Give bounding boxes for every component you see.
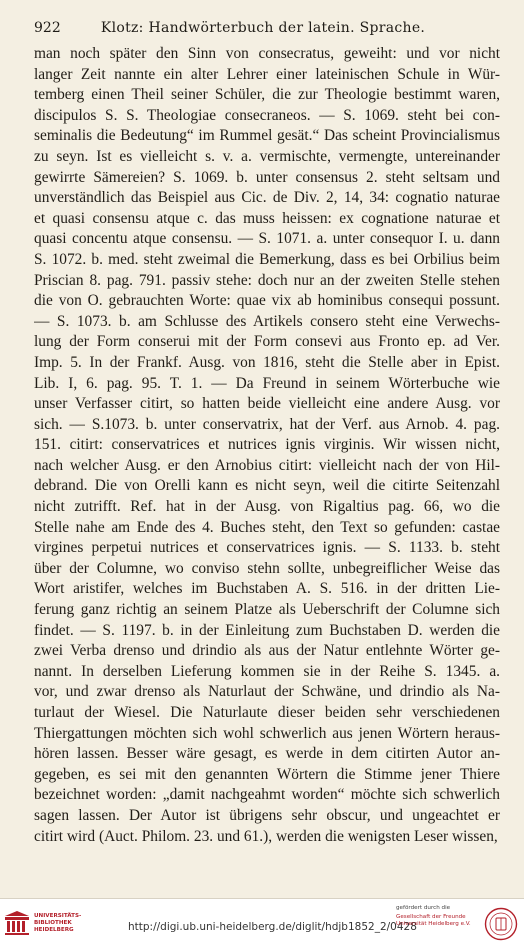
text-line: sagen lassen. Der Autor ist übrigens sehr obscur, und ungeachtet er: [34, 806, 500, 824]
text-line: lung der Form conserui mit der Form consevi aus Fronto ep. ad Ver.: [34, 333, 500, 351]
sponsor-block: [396, 905, 482, 928]
text-line: vor, und zwar drenso als Naturlaut der Schwäne, und drindio als Na-: [34, 683, 500, 701]
library-logo[interactable]: [4, 909, 82, 941]
text-line: nannt. In derselben Lieferung kommen sie in der Reihe S. 1345. a.: [34, 662, 500, 680]
text-line: gewirrte Sämereien? S. 1069. b. unter consensus 2. steht seltsam und: [34, 168, 500, 186]
text-line: bezeichnet worden: „damit nachgeahmt worden“ möchte sich schwerlich: [34, 786, 500, 804]
sponsor-name: Gesellschaft der Freunde Universität Heidelberg e.V.: [396, 914, 471, 927]
text-line: findet. — S. 1197. b. in der Einleitung zum Buchstaben D. werden die: [34, 621, 500, 639]
text-line: et quasi consensu atque c. das muss heissen: ex cognatione naturae et: [34, 209, 500, 227]
text-line: quasi concentu atque consensu. — S. 1071. a. unter consequor I. u. dann: [34, 230, 500, 248]
text-line: seminalis die Bedeutung“ im Rummel gesät.“ Das scheint Provincialismus: [34, 127, 500, 145]
text-line: die von O. gebrauchten Worte: quae vix ab hominibus consequi possunt.: [34, 292, 500, 310]
sponsor-caption: gefördert durch die: [396, 905, 451, 911]
text-line: citirt wird (Auct. Philom. 23. und 61.), werden die wenigsten Leser wissen,: [34, 827, 498, 845]
text-line: S. 1072. b. med. steht zweimal die Bemerkung, dass es bei Orbilius beim: [34, 250, 500, 268]
text-line: über der Columne, wo conviso stehn sollte, unbegreiflicher Weise das: [34, 559, 500, 577]
text-line: nicht zutrifft. Ref. hat in der Ausg. von Rigaltius pag. 66, wo die: [34, 498, 500, 516]
text-line: unverständlich das Beispiel aus Cic. de Div. 2, 14, 34: cognatio naturae: [34, 189, 500, 207]
text-line: virgines perpetui nutrices et conservatrices ignis. — S. 1133. b. steht: [34, 539, 500, 557]
body-text: [34, 44, 500, 847]
text-line: turlaut der Wiesel. Die Naturlaute dieser beiden sehr verschiedenen: [34, 704, 500, 721]
text-line: sich. — S.1073. b. unter conservatrix, hat der Verf. aus Arnob. 4. pag.: [34, 415, 500, 433]
ub-heidelberg-logo-icon: [4, 911, 30, 937]
text-line: discipulos S. S. Theologiae consecraneos. — S. 1069. steht bei con-: [34, 106, 500, 124]
text-line: hören lassen. Besser wäre gesagt, es werde in dem citirten Autor an-: [34, 745, 500, 763]
text-line: temberg einen Theil seiner Schüler, die zur Theologie bestimmt waren,: [34, 86, 500, 104]
text-line: debrand. Die von Orelli kann es nicht seyn, weil die citirte Seitenzahl: [34, 477, 500, 495]
text-line: unser Verfasser citirt, so hatten beide vielleicht eine andere Ausg. vor: [34, 395, 500, 413]
text-line: langer Zeit nannte ein alter Lehrer einer lateinischen Schule in Wür-: [34, 65, 500, 83]
text-line: man noch später den Sinn von consecratus, geweiht: und vor nicht: [34, 45, 500, 62]
text-line: Priscian 8. pag. 791. passiv stehe: doch nur an der zweiten Stelle stehen: [34, 271, 500, 289]
text-line: zu seyn. Ist es vielleicht s. v. a. vermischte, vermengte, untereinander: [34, 147, 500, 165]
text-line: nach welcher Ausg. er den Arnobius citirt: vielleicht nach der von Hil-: [34, 456, 500, 474]
permalink-url[interactable]: http://digi.ub.uni-heidelberg.de/diglit/hdjb1852_2/0428: [128, 921, 417, 933]
text-line: gegeben, es sei mit den genannten Wörtern die Stimme jener Thiere: [34, 765, 500, 783]
text-line: Imp. 5. In der Frankf. Ausg. von 1816, steht die Stelle aber in Epist.: [34, 353, 500, 371]
library-label: UNIVERSITÄTS- BIBLIOTHEK HEIDELBERG: [34, 913, 82, 933]
text-line: Thiergattungen möchten sich wohl schwerlich aus jenen Wörtern heraus-: [34, 724, 500, 742]
text-line: zwei Verba drenso und drindio als aus der Natur entlehnte Wörter ge-: [34, 642, 500, 660]
text-line: Wort aristifer, welches im Buchstaben A. S. 516. in der dritten Lie-: [34, 580, 500, 598]
text-line: ferung ganz richtig an seinem Platze als Ueberschrift der Columne sich: [34, 601, 500, 619]
footer-bar: [0, 898, 524, 948]
text-line: Lib. I, 6. pag. 95. T. 1. — Da Freund in seinem Wörterbuche wie: [34, 374, 500, 392]
page-number: 922: [34, 20, 61, 36]
university-seal-icon: [484, 907, 518, 941]
running-title: Klotz: Handwörterbuch der latein. Sprache.: [100, 20, 426, 36]
text-line: — S. 1073. b. am Schlusse des Artikels consero steht eine Verwechs-: [34, 312, 500, 330]
text-line: 151. citirt: conservatrices et nutrices ignis virginis. Wir wissen nicht,: [34, 436, 500, 454]
text-line: Stelle nahe am Ende des 4. Buches steht, den Text so gefunden: castae: [34, 518, 500, 536]
running-header: [28, 20, 498, 40]
